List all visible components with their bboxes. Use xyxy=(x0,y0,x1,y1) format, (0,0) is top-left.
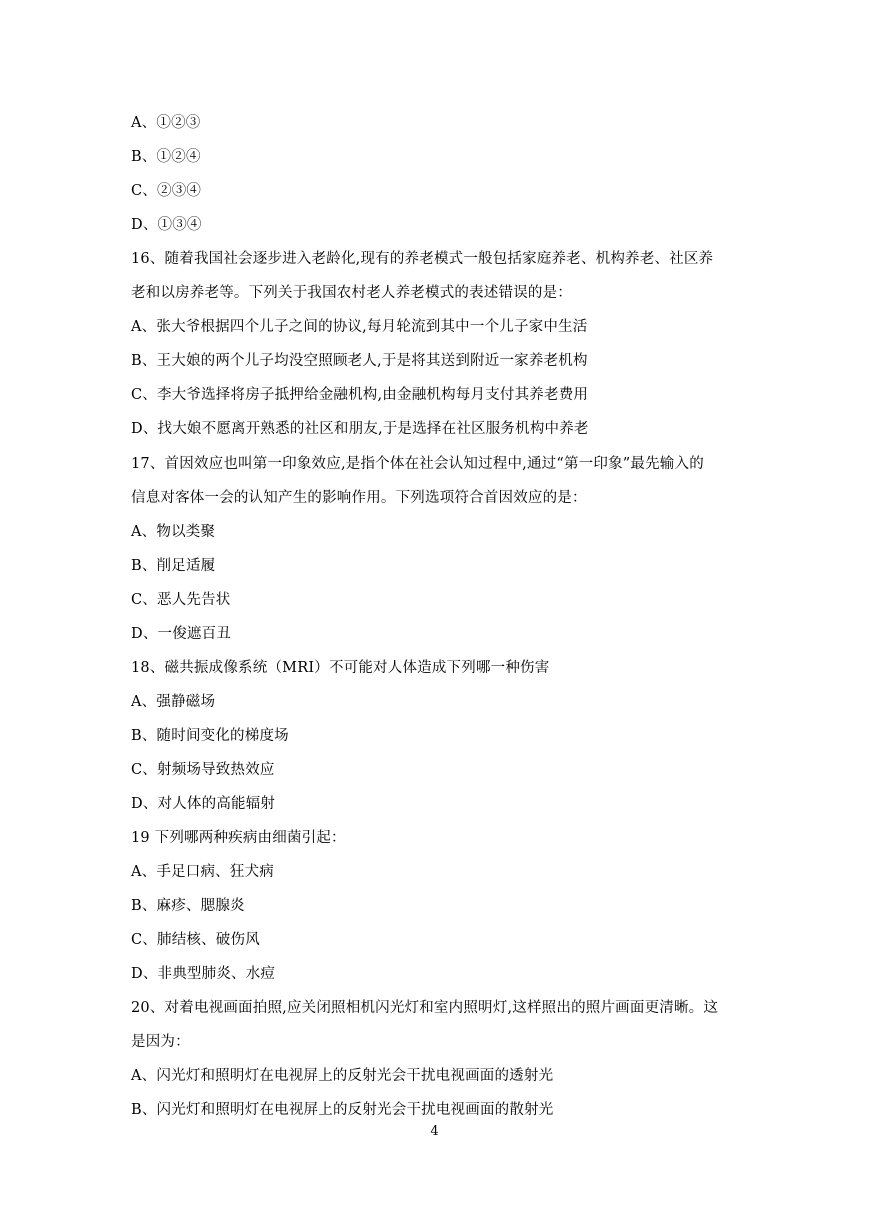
option-line: C、肺结核、破伤风 xyxy=(131,932,260,948)
question-17-line-1: 17、首因效应也叫第一印象效应,是指个体在社会认知过程中,通过“第一印象”最先输入的 xyxy=(131,456,704,472)
option-line: A、闪光灯和照明灯在电视屏上的反射光会干扰电视画面的透射光 xyxy=(131,1068,554,1084)
option-line: C、②③④ xyxy=(131,183,202,199)
option-line: B、削足适履 xyxy=(131,558,216,574)
option-line: B、随时间变化的梯度场 xyxy=(131,728,289,744)
option-line: B、麻疹、腮腺炎 xyxy=(131,898,245,914)
option-line: C、恶人先告状 xyxy=(131,592,231,608)
option-line: D、找大娘不愿离开熟悉的社区和朋友,于是选择在社区服务机构中养老 xyxy=(131,421,589,437)
option-line: A、强静磁场 xyxy=(131,694,216,710)
question-17-line-2: 信息对客体一会的认知产生的影响作用。下列选项符合首因效应的是： xyxy=(131,490,587,506)
option-line: B、王大娘的两个儿子均没空照顾老人,于是将其送到附近一家养老机构 xyxy=(131,353,588,369)
option-line: D、非典型肺炎、水痘 xyxy=(131,966,276,982)
option-line: D、①③④ xyxy=(131,217,202,233)
question-20-line-1: 20、对着电视画面拍照,应关闭照相机闪光灯和室内照明灯,这样照出的照片画面更清晰。这 xyxy=(131,1000,719,1016)
question-16-line-2: 老和以房养老等。下列关于我国农村老人养老模式的表述错误的是： xyxy=(131,285,572,301)
option-line: D、一俊遮百丑 xyxy=(131,626,232,642)
option-line: B、闪光灯和照明灯在电视屏上的反射光会干扰电视画面的散射光 xyxy=(131,1102,554,1118)
question-19-line: 19 下列哪两种疾病由细菌引起： xyxy=(131,830,346,846)
option-line: C、射频场导致热效应 xyxy=(131,762,275,778)
question-20-line-2: 是因为： xyxy=(131,1034,190,1050)
question-16-line-1: 16、随着我国社会逐步进入老龄化,现有的养老模式一般包括家庭养老、机构养老、社区养 xyxy=(131,251,714,267)
option-line: A、物以类聚 xyxy=(131,524,216,540)
option-line: D、对人体的高能辐射 xyxy=(131,796,276,812)
question-18-line: 18、磁共振成像系统（MRI）不可能对人体造成下列哪一种伤害 xyxy=(131,660,550,676)
option-line: A、手足口病、狂犬病 xyxy=(131,864,274,880)
option-line: B、①②④ xyxy=(131,149,201,165)
option-line: A、张大爷根据四个儿子之间的协议,每月轮流到其中一个儿子家中生活 xyxy=(131,319,588,335)
page-number: 4 xyxy=(430,1124,439,1139)
option-line: A、①②③ xyxy=(131,115,201,131)
option-line: C、李大爷选择将房子抵押给金融机构,由金融机构每月支付其养老费用 xyxy=(131,387,589,403)
